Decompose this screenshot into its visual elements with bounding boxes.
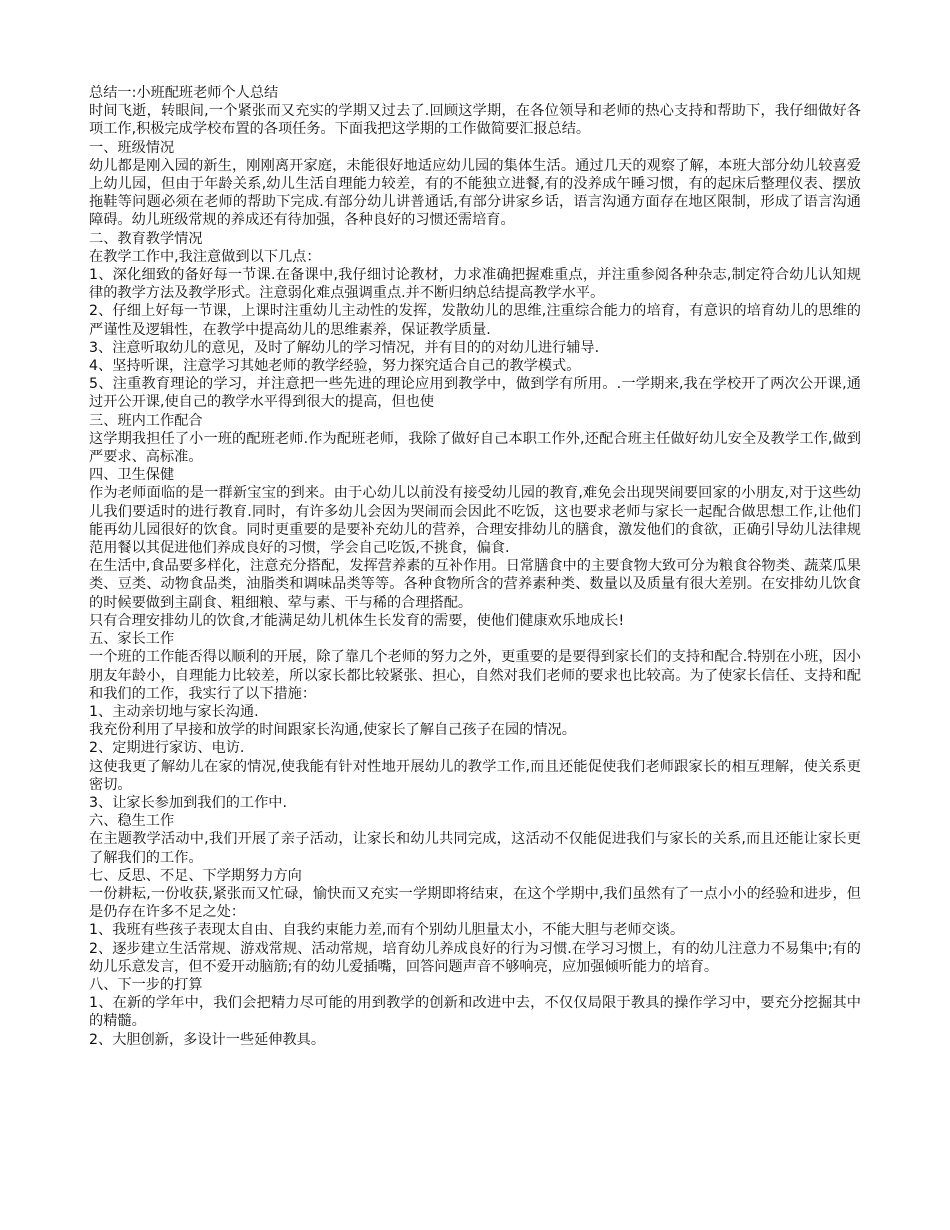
- list-item: 1、深化细致的备好每一节课.在备课中,我仔细讨论教材，力求准确把握难重点，并注重参阅各种杂志,制定符合幼儿认知规律的教学方法及教学形式。注意弱化难点强调重点.并不断归纳总结提高教学水平。: [89, 267, 861, 302]
- list-item: 2、仔细上好每一节课，上课时注重幼儿主动性的发挥，发散幼儿的思维,注重综合能力的培育，有意识的培育幼儿的思维的严谨性及逻辑性，在教学中提高幼儿的思维素养，保证教学质量.: [89, 303, 861, 338]
- list-item: 3、注意听取幼儿的意见，及时了解幼儿的学习情况，并有目的的对幼儿进行辅导.: [89, 339, 600, 356]
- section-heading-reflection: 七、反思、不足、下学期努力方向: [89, 867, 302, 884]
- intro-paragraph: 时间飞逝，转眼间,一个紧张而又充实的学期又过去了.回顾这学期，在各位领导和老师的热心支持和帮助下，我仔细做好各项工作,积极完成学校布置的各项任务。下面我把这学期的工作做简要汇报总结。: [89, 103, 861, 138]
- paragraph: 我充份利用了早接和放学的时间跟家长沟通,使家长了解自己孩子在园的情况。: [89, 722, 576, 739]
- section-heading-health-care: 四、卫生保健: [89, 467, 175, 484]
- list-item: 4、坚持听课，注意学习其她老师的教学经验，努力探究适合自己的教学模式。: [89, 358, 581, 375]
- section-heading-class-situation: 一、班级情况: [89, 139, 175, 156]
- list-item: 1、我班有些孩子表现太自由、自我约束能力差,而有个别幼儿胆量太小，不能大胆与老师交谈。: [89, 922, 685, 939]
- section-heading-parent-work: 五、家长工作: [89, 631, 175, 648]
- section-heading-teaching: 二、教育教学情况: [89, 230, 203, 247]
- section-heading-class-cooperation: 三、班内工作配合: [89, 412, 203, 429]
- section-heading-next-plan: 八、下一步的打算: [89, 976, 203, 993]
- paragraph: 作为老师面临的是一群新宝宝的到来。由于心幼儿以前没有接受幼儿园的教育,难免会出现哭闹要回家的小朋友,对于这些幼儿我们要适时的进行教育.同时，有许多幼儿会因为哭闹而会因此不吃饭，这也要求老师与家长一起配合做思想工作,让他们能再幼儿园很好的饮食。同时更重要的是要补充幼儿的营养，合理安排幼儿的膳食，激发他们的食欲，正确引导幼儿法律规范用餐以其促进他们养成良好的习惯，学会自己吃饭,不挑食，偏食.: [89, 485, 861, 557]
- list-item: 2、逐步建立生活常规、游戏常规、活动常规，培育幼儿养成良好的行为习惯.在学习习惯上，有的幼儿注意力不易集中;有的幼儿乐意发言，但不爱开动脑筋;有的幼儿爱插嘴，回答问题声音不够响亮，应加强倾听能力的培育。: [89, 940, 861, 975]
- list-item: 2、定期进行家访、电访.: [89, 740, 245, 757]
- paragraph: 这学期我担任了小一班的配班老师.作为配班老师，我除了做好自己本职工作外,还配合班主任做好幼儿安全及教学工作,做到严要求、高标准。: [89, 430, 861, 466]
- paragraph: 只有合理安排幼儿的饮食,才能满足幼儿机体生长发育的需要，使他们健康欢乐地成长!: [89, 612, 625, 629]
- paragraph: 幼儿都是刚入园的新生，刚刚离开家庭，未能很好地适应幼儿园的集体生活。通过几天的观察了解，本班大部分幼儿较喜爱上幼儿园，但由于年龄关系,幼儿生活自理能力较差，有的不能独立进餐,有的没养成午睡习惯，有的起床后整理仪表、摆放拖鞋等问题必须在老师的帮助下完成.有部分幼儿讲普通话,有部分讲家乡话，语言沟通方面存在地区限制，形成了语言沟通障碍。幼儿班级常规的养成还有待加强，各种良好的习惯还需培育。: [89, 157, 861, 229]
- section-heading-enrollment-work: 六、稳生工作: [89, 813, 175, 830]
- document-title: 总结一:小班配班老师个人总结: [89, 85, 279, 101]
- list-item: 3、让家长参加到我们的工作中.: [89, 794, 287, 811]
- paragraph: 在生活中,食品要多样化，注意充分搭配，发挥营养素的互补作用。日常膳食中的主要食物大致可分为粮食谷物类、蔬菜瓜果类、豆类、动物食品类，油脂类和调味品类等等。各种食物所含的营养素种类、数量以及质量有很大差别。在安排幼儿饮食的时候要做到主副食、粗细粮、荤与素、干与稀的合理搭配。: [89, 558, 861, 611]
- paragraph: 一份耕耘,一份收获,紧张而又忙碌，愉快而又充实一学期即将结束，在这个学期中,我们虽然有了一点小小的经验和进步，但是仍存在许多不足之处：: [89, 885, 861, 921]
- list-item: 1、主动亲切地与家长沟通.: [89, 703, 259, 720]
- paragraph: 这使我更了解幼儿在家的情况,使我能有针对性地开展幼儿的教学工作,而且还能促使我们老师跟家长的相互理解，使关系更密切。: [89, 758, 861, 793]
- document-page: [89, 84, 861, 1049]
- list-item: 2、大胆创新，多设计一些延伸教具。: [89, 1031, 326, 1048]
- list-item: 5、注重教育理论的学习，并注意把一些先进的理论应用到教学中，做到学有所用。.一学期来,我在学校开了两次公开课,通过开公开课,使自己的教学水平得到很大的提高，但也使: [89, 376, 861, 411]
- paragraph: 在主题教学活动中,我们开展了亲子活动，让家长和幼儿共同完成，这活动不仅能促进我们与家长的关系,而且还能让家长更了解我们的工作。: [89, 831, 861, 866]
- list-item: 1、在新的学年中，我们会把精力尽可能的用到教学的创新和改进中去，不仅仅局限于教具的操作学习中，要充分挖掘其中的精髓。: [89, 995, 861, 1030]
- paragraph: 在教学工作中,我注意做到以下几点：: [89, 248, 321, 265]
- paragraph: 一个班的工作能否得以顺利的开展，除了靠几个老师的努力之外，更重要的是要得到家长们的支持和配合.特别在小班，因小朋友年龄小，自理能力比较差，所以家长都比较紧张、担心，自然对我们老师的要求也比较高。为了使家长信任、支持和配和我们的工作，我实行了以下措施：: [89, 649, 861, 702]
